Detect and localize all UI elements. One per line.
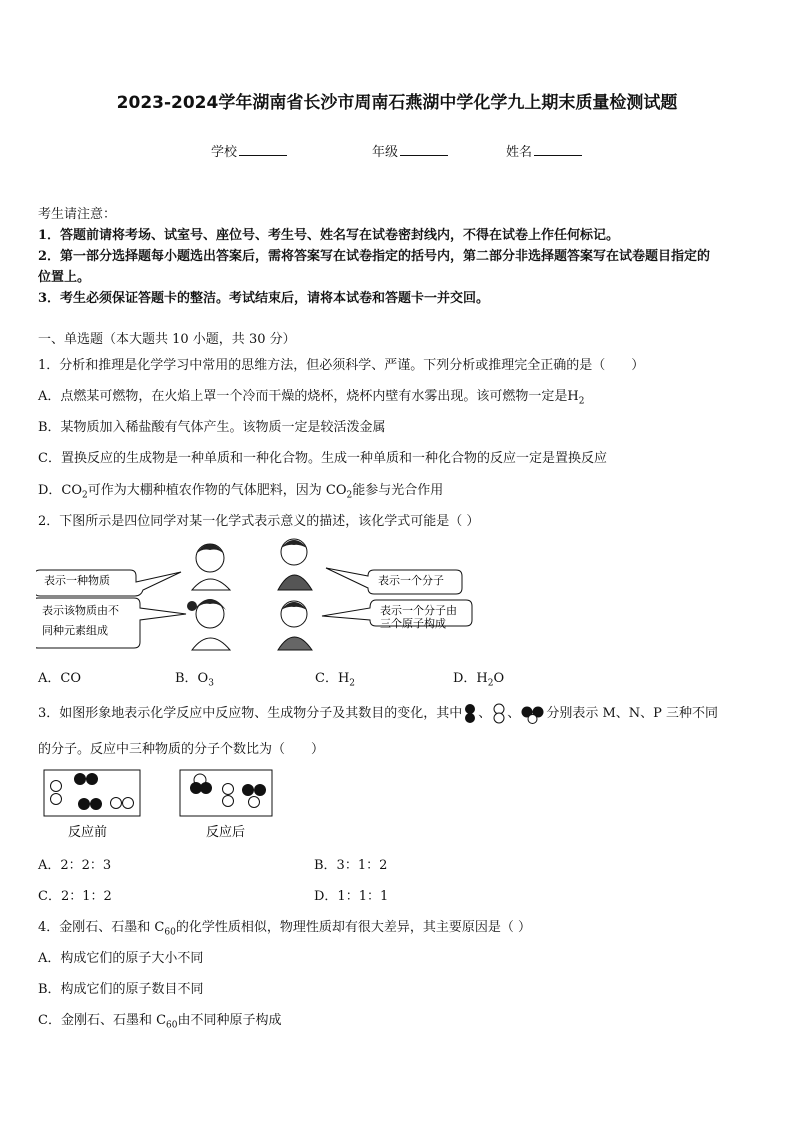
q2-figure (36, 536, 486, 662)
name-label: 姓名 (506, 145, 533, 160)
bubble-text: 表示一个分子 (378, 574, 444, 587)
q2-option-a: A．CO (38, 671, 81, 686)
bubble-text: 表示一个分子由 (380, 604, 457, 617)
name-field[interactable] (506, 141, 582, 160)
q1-option-d: D．$CO_2$可作为大棚种植农作物的气体肥料，因为 $CO_2$能参与光合作用 (38, 483, 444, 501)
bubble-text: 三个原子构成 (380, 617, 446, 630)
bubble-text: 表示该物质由不 (42, 604, 119, 617)
school-blank[interactable] (239, 143, 287, 156)
q4-option-b: B．构成它们的原子数目不同 (38, 982, 204, 997)
student-1-icon (192, 544, 230, 590)
notice-item: 1．答题前请将考场、试室号、座位号、考生号、姓名写在试卷密封线内，不得在试卷上作任何标记。 (38, 228, 620, 243)
student-4-icon (278, 601, 312, 650)
q4-option-a: A．构成它们的原子大小不同 (38, 951, 204, 966)
q2-option-b: B．$O_3$ (175, 671, 214, 689)
molecule-p-icon (520, 703, 546, 725)
q3-stem-line2: 的分子。反应中三种物质的分子个数比为（ ） (38, 742, 325, 757)
notice-heading: 考生请注意： (38, 207, 117, 222)
q3-option-d: D．1：1：1 (314, 889, 389, 904)
q2-option-d: D．$H_2O$ (453, 671, 505, 689)
school-label: 学校 (211, 145, 238, 160)
q1-option-b: B．某物质加入稀盐酸有气体产生。该物质一定是较活泼金属 (38, 420, 386, 435)
section-heading: 一、单选题（本大题共 10 小题，共 30 分） (38, 332, 296, 347)
q1-stem: 1．分析和推理是化学学习中常用的思维方法，但必须科学、严谨。下列分析或推理完全正确的是（ ） (38, 358, 645, 373)
q1-option-a: A．点燃某可燃物，在火焰上罩一个冷而干燥的烧杯，烧杯内壁有水雾出现。该可燃物一定是$H_2$ (38, 389, 585, 407)
name-blank[interactable] (534, 143, 582, 156)
bubble-text: 表示一种物质 (44, 574, 110, 587)
page-title: 2023-2024学年湖南省长沙市周南石燕湖中学化学九上期末质量检测试题 (116, 93, 678, 113)
q4-option-c: C．金刚石、石墨和 $C_{60}$由不同种原子构成 (38, 1013, 282, 1031)
notice-item: 3．考生必须保证答题卡的整洁。考试结束后，请将本试卷和答题卡一并交回。 (38, 291, 490, 306)
q2-option-c: C．$H_2$ (315, 671, 356, 689)
student-2-icon (278, 539, 312, 590)
molecule-m-icon (462, 703, 478, 725)
molecule-n-icon (491, 703, 507, 725)
q3-figure (40, 766, 280, 842)
q1-option-c: C．置换反应的生成物是一种单质和一种化合物。生成一种单质和一种化合物的反应一定是置换反应 (38, 451, 607, 466)
q2-stem: 2．下图所示是四位同学对某一化学式表示意义的描述，该化学式可能是（ ） (38, 514, 480, 529)
q3-option-c: C．2：1：2 (38, 889, 112, 904)
bubble-text: 同种元素组成 (42, 624, 108, 637)
grade-label: 年级 (372, 145, 399, 160)
notice-item: 2．第一部分选择题每小题选出答案后，需将答案写在试卷指定的括号内，第二部分非选择题答案写在试卷题目指定的 (38, 249, 711, 264)
notice-item: 位置上。 (38, 270, 91, 285)
q3-option-a: A．2：2：3 (38, 858, 112, 873)
grade-field[interactable] (372, 141, 448, 160)
before-label: 反应前 (68, 825, 108, 840)
school-field[interactable] (211, 141, 287, 160)
student-3-icon (187, 599, 230, 650)
after-label: 反应后 (206, 825, 246, 840)
grade-blank[interactable] (400, 143, 448, 156)
q3-stem-line1: 3．如图形象地表示化学反应中反应物、生成物分子及其数目的变化，其中 、 、 分别表示 M、N、P 三种不同 (38, 702, 718, 725)
q4-stem: 4．金刚石、石墨和 $C_{60}$的化学性质相似，物理性质却有很大差异，其主要原因是（ ） (38, 920, 531, 938)
q3-option-b: B．3：1：2 (314, 858, 388, 873)
